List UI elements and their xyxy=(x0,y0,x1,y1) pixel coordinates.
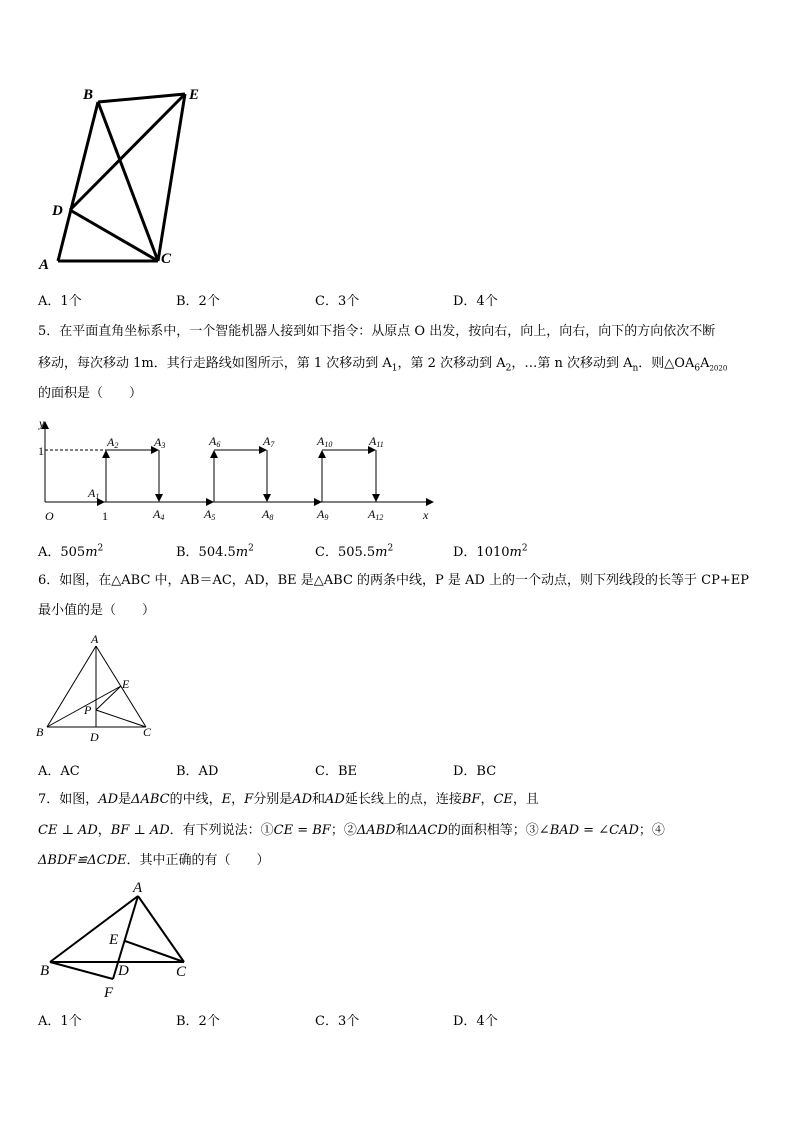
q5-A9: A xyxy=(317,507,325,521)
q5-A1: A xyxy=(88,486,96,500)
q7-label-E: E xyxy=(109,932,119,948)
q7-l3-b: ．其中正确的有（ ） xyxy=(126,853,270,868)
q5-label-A10 xyxy=(316,434,332,449)
q7-option-d[interactable]: D．4个 xyxy=(453,1014,498,1029)
q5-option-d[interactable] xyxy=(453,541,528,560)
q7-l1-b: AD xyxy=(98,792,119,807)
q4-option-a[interactable]: A．1个 xyxy=(38,294,82,309)
q7-l1-j: AD xyxy=(292,792,313,807)
q5-A11: A xyxy=(369,434,377,448)
q5-A10s: 10 xyxy=(324,440,333,449)
q7-label-D: D xyxy=(118,963,129,979)
q7-l1-c: 是 xyxy=(118,792,132,807)
q5-A4: A xyxy=(153,507,161,521)
q5-A10: A xyxy=(317,434,325,448)
q5-label-x: x xyxy=(423,508,429,522)
q7-line-CE xyxy=(125,941,184,962)
q7-l2-i: ΔACD xyxy=(408,823,448,838)
q6-figure xyxy=(34,630,164,746)
q6-option-d[interactable]: D．BC xyxy=(453,764,497,779)
q6-line-PC xyxy=(96,710,146,727)
q5-opt-b-exp: 2 xyxy=(248,543,254,554)
q5-label-A3 xyxy=(153,435,165,450)
q5-option-a[interactable] xyxy=(38,541,103,560)
q7-l1-a: 7．如图， xyxy=(38,792,99,807)
q5-A3: A xyxy=(154,435,162,449)
q5-A8s: 8 xyxy=(269,513,274,522)
q7-question-line1 xyxy=(38,792,539,807)
q5-opt-d-exp: 2 xyxy=(521,543,528,554)
q7-l1-f: E xyxy=(221,792,232,807)
q7-l1-h: F xyxy=(244,792,254,807)
q6-question-line2: 最小值的是（ ） xyxy=(38,603,156,618)
q4-line-BC xyxy=(98,102,158,261)
q4-line-BE xyxy=(98,94,185,102)
q6-question-line1: 6．如图，在△ABC 中，AB＝AC，AD，BE 是△ABC 的两条中线，P 是 AD 上的一个动点，则下列线段的长等于 CP+EP xyxy=(38,573,749,588)
q6-option-a[interactable]: A．AC xyxy=(38,764,80,779)
q5-label-A9 xyxy=(316,507,328,522)
q7-label-F: F xyxy=(104,985,114,1001)
q7-l2-e: CE = BF xyxy=(273,823,331,838)
q5-label-y: y xyxy=(39,416,45,430)
q7-l3-a: ΔBDF≌ΔCDE xyxy=(38,853,127,868)
q7-l1-n: BF xyxy=(461,792,481,807)
q7-option-b[interactable]: B．2个 xyxy=(176,1014,220,1029)
q5-label-A11 xyxy=(368,434,384,449)
q6-option-c[interactable]: C．BE xyxy=(315,764,357,779)
q5-l2-a: 移动，每次移动 1m．其行走路线如图所示，第 1 次移动到 A xyxy=(38,356,392,371)
q5-l2-s2: 2 xyxy=(505,363,512,374)
q5-opt-c-prefix: C．505.5 xyxy=(315,545,376,560)
q4-option-b[interactable]: B．2个 xyxy=(176,294,220,309)
q7-label-A: A xyxy=(133,880,143,896)
q5-A6s: 6 xyxy=(216,440,221,449)
q7-l2-k: ∠BAD = ∠CAD xyxy=(538,823,639,838)
q7-l2-g: ΔABD xyxy=(356,823,396,838)
q4-line-DC xyxy=(70,210,158,261)
q7-line-BF xyxy=(50,962,113,979)
q7-l1-p: CE xyxy=(493,792,513,807)
q5-label-A2 xyxy=(106,435,118,450)
q5-A2s: 2 xyxy=(114,441,119,450)
q7-l2-j: 的面积相等；③ xyxy=(447,823,539,838)
q5-label-A12 xyxy=(367,507,383,522)
q5-l2-s6: 6 xyxy=(694,363,701,374)
q7-l2-h: 和 xyxy=(395,823,409,838)
q5-A9s: 9 xyxy=(324,513,329,522)
q7-label-B: B xyxy=(40,963,50,979)
q5-question-line3: 的面积是（ ） xyxy=(38,386,143,401)
q7-l1-g: ， xyxy=(231,792,245,807)
q7-line-AC xyxy=(138,896,184,962)
q5-A5s: 5 xyxy=(211,513,216,522)
q7-l1-i: 分别是 xyxy=(253,792,293,807)
q7-label-C: C xyxy=(176,964,187,980)
q5-label-A4 xyxy=(152,507,164,522)
q4-line-AB xyxy=(58,102,98,261)
q4-option-d[interactable]: D．4个 xyxy=(453,294,498,309)
q7-l2-f: ；② xyxy=(330,823,357,838)
q5-opt-a-exp: 2 xyxy=(97,543,104,554)
q7-question-line3 xyxy=(38,853,270,868)
q5-l2-d: ．则△OA xyxy=(638,356,695,371)
q5-A1s: 1 xyxy=(95,492,100,501)
q7-option-a[interactable]: A．1个 xyxy=(38,1014,82,1029)
q4-label-E: E xyxy=(189,87,200,103)
q6-label-A: A xyxy=(91,632,99,646)
q7-l2-d: ．有下列说法：① xyxy=(169,823,274,838)
q5-A5: A xyxy=(204,507,212,521)
q5-l2-b: ，第 2 次移动到 A xyxy=(397,356,506,371)
q5-l2-c: ，…第 n 次移动到 A xyxy=(511,356,633,371)
q7-line-AB xyxy=(50,896,138,962)
q5-A12s: 12 xyxy=(375,513,384,522)
q7-l1-m: 延长线上的点，连接 xyxy=(344,792,462,807)
q5-figure xyxy=(34,416,444,526)
q5-opt-c-exp: 2 xyxy=(387,543,394,554)
q5-label-A1 xyxy=(87,486,99,501)
q5-option-c[interactable] xyxy=(315,541,393,560)
q5-opt-d-unit: m xyxy=(509,545,522,560)
q5-opt-a-prefix: A．505 xyxy=(38,545,86,560)
q6-label-E: E xyxy=(122,677,130,691)
q5-question-line1: 5．在平面直角坐标系中，一个智能机器人接到如下指令：从原点 O 出发，按向右，向上，向右，向下的方向依次不断 xyxy=(38,324,716,339)
q7-l1-k: 和 xyxy=(312,792,326,807)
q7-l2-a: CE ⊥ AD xyxy=(38,823,98,838)
q6-label-P: P xyxy=(84,703,92,717)
q5-opt-b-prefix: B．504.5 xyxy=(176,545,236,560)
q6-label-D: D xyxy=(90,730,99,744)
q5-A3s: 3 xyxy=(161,441,166,450)
q5-option-b[interactable] xyxy=(176,541,254,560)
q4-label-D: D xyxy=(52,203,63,219)
q5-opt-c-unit: m xyxy=(375,545,388,560)
q6-label-C: C xyxy=(143,725,152,739)
q6-option-b[interactable]: B．AD xyxy=(176,764,219,779)
q7-l2-b: ， xyxy=(97,823,111,838)
q7-l1-d: ΔABC xyxy=(131,792,170,807)
q5-A8: A xyxy=(262,507,270,521)
q5-label-A8 xyxy=(261,507,273,522)
q5-l2-e: A xyxy=(700,356,710,371)
q7-l2-l: ；④ xyxy=(638,823,665,838)
q5-opt-b-unit: m xyxy=(235,545,249,560)
q5-l2-sn: n xyxy=(632,363,639,374)
q6-label-B: B xyxy=(36,725,44,739)
q5-label-one-y: 1 xyxy=(38,444,44,458)
q4-figure xyxy=(30,80,210,275)
q5-A6: A xyxy=(209,434,217,448)
q4-label-B: B xyxy=(83,87,94,103)
q5-A7: A xyxy=(263,434,271,448)
q5-question-line2 xyxy=(38,356,728,374)
q7-l1-o: ， xyxy=(480,792,494,807)
q5-opt-d-prefix: D．1010 xyxy=(453,545,510,560)
q5-l2-s2020: 2020 xyxy=(709,364,728,373)
q7-l2-c: BF ⊥ AD xyxy=(110,823,170,838)
q7-question-line2 xyxy=(38,823,665,838)
q5-A12: A xyxy=(368,507,376,521)
q5-A2: A xyxy=(107,435,115,449)
q7-l1-l: AD xyxy=(325,792,345,807)
q4-label-A: A xyxy=(39,257,50,273)
q5-A4s: 4 xyxy=(160,513,165,522)
q7-option-c[interactable]: C．3个 xyxy=(315,1014,360,1029)
q4-option-c[interactable]: C．3个 xyxy=(315,294,360,309)
q7-l1-e: 的中线， xyxy=(169,792,222,807)
q5-label-A7 xyxy=(262,434,275,449)
q5-label-one-x: 1 xyxy=(102,509,108,523)
q5-A11s: 11 xyxy=(376,440,384,449)
q5-label-A6 xyxy=(208,434,220,449)
q5-l2-s1: 1 xyxy=(391,363,398,374)
q5-label-A5 xyxy=(203,507,215,522)
q5-opt-a-unit: m xyxy=(85,545,98,560)
q5-label-O: O xyxy=(45,509,54,523)
q5-A7s: 7 xyxy=(270,440,275,449)
q4-label-C: C xyxy=(161,251,172,267)
q7-figure xyxy=(34,876,204,1006)
q7-l1-q: ，且 xyxy=(512,792,539,807)
